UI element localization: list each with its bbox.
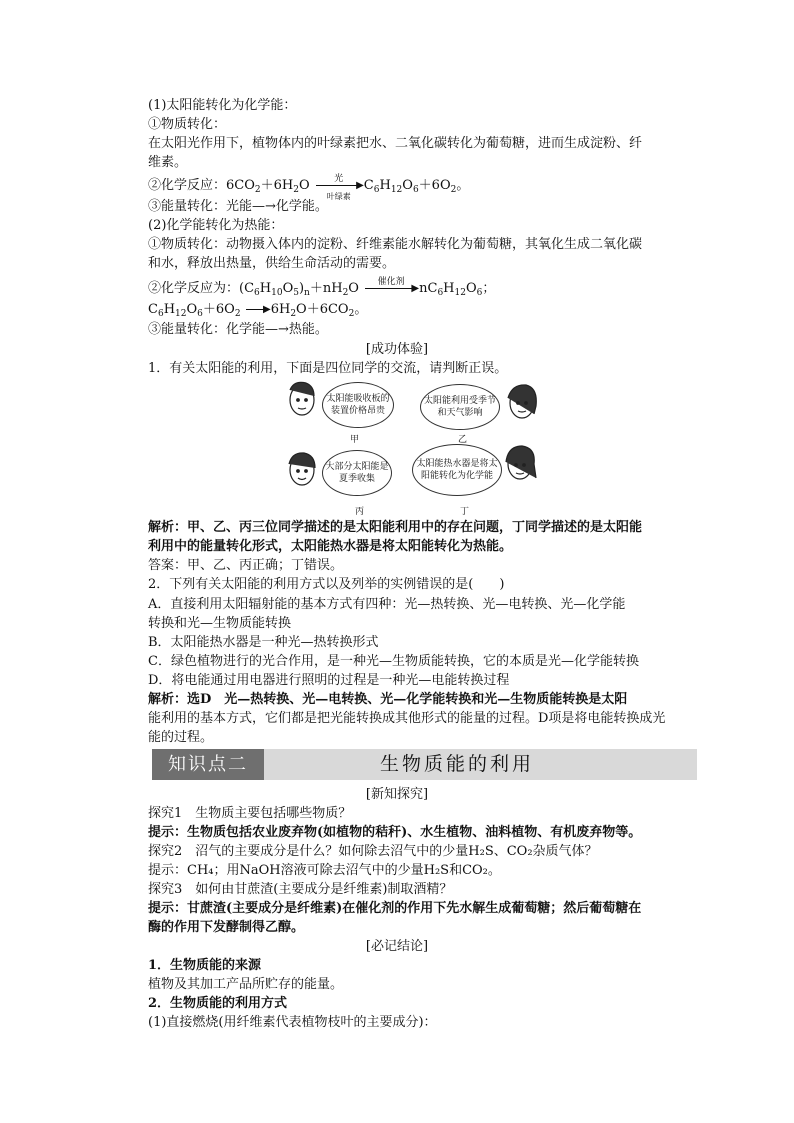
conclusion-1-title: 1．生物质能的来源 xyxy=(148,958,262,973)
text-line: ③能量转化：化学能—→热能。 xyxy=(148,322,328,337)
option-c: C．绿色植物进行的光合作用，是一种光—生物质能转换，它的本质是光—化学能转换 xyxy=(148,654,639,669)
explore-3-hint-line-1: 提示：甘蔗渣(主要成分是纤维素)在催化剂的作用下先水解生成葡萄糖；然后葡萄糖在 xyxy=(148,901,642,916)
analysis-2-line-3: 能的过程。 xyxy=(148,730,214,745)
explore-1-hint: 提示：生物质包括农业废弃物(如植物的秸秆)、水生植物、油料植物、有机废弃物等。 xyxy=(148,825,642,840)
label-yi: 乙 xyxy=(458,435,468,445)
analysis-1-line-1: 解析：甲、乙、丙三位同学描述的是太阳能利用中的存在问题，丁同学描述的是太阳能 xyxy=(148,520,643,535)
speech-bubble-bing: 大部分太阳能是夏季收集 xyxy=(322,450,392,496)
conclusion-2-title: 2．生物质能的利用方式 xyxy=(148,996,288,1011)
student-yi-face xyxy=(508,385,536,418)
option-b: B．太阳能热水器是一种光—热转换形式 xyxy=(148,635,379,650)
speech-bubble-jia: 太阳能吸收板的装置价格昂贵 xyxy=(322,382,394,428)
conclusion-1-text: 植物及其加工产品所贮存的能量。 xyxy=(148,977,344,992)
label-ding: 丁 xyxy=(460,507,470,517)
reaction-arrow: 光 ▶ 叶绿素 xyxy=(314,176,364,195)
analysis-1-line-2: 利用中的能量转化形式，太阳能热水器是将太阳能转化为热能。 xyxy=(148,539,513,554)
conclusion-2-item-1: (1)直接燃烧(用纤维素代表植物枝叶的主要成分)： xyxy=(148,1015,437,1030)
answer-1: 答案：甲、乙、丙正确；丁错误。 xyxy=(148,558,344,573)
must-remember-header: [必记结论] xyxy=(365,939,429,954)
analysis-2-line-1: 解析：选D 光—热转换、光—电转换、光—化学能转换和光—生物质能转换是太阳 xyxy=(148,692,628,707)
reaction-arrow: 催化剂 ▶ xyxy=(363,279,419,298)
analysis-2-line-2: 能利用的基本方式，它们都是把光能转换成其他形式的能量的过程。D项是将电能转换成光 xyxy=(148,711,666,726)
label-bing: 丙 xyxy=(355,507,365,517)
new-explore-header: [新知探究] xyxy=(365,787,429,802)
text-line: ①物质转化：动物摄入体内的淀粉、纤维素能水解转化为葡萄糖，其氧化生成二氧化碳 xyxy=(148,237,643,252)
text-line: (1)太阳能转化为化学能： xyxy=(148,98,297,113)
question-1: 1．有关太阳能的利用，下面是四位同学的交流，请判断正误。 xyxy=(148,361,508,376)
explore-2: 探究2 沼气的主要成分是什么？如何除去沼气中的少量H₂S、CO₂杂质气体？ xyxy=(148,844,598,859)
oxidation-equation: $C_6H_{12}O_6+6O_2$ ▶ $6H_2O+6CO_2$。 xyxy=(148,302,368,319)
text-line: ①物质转化： xyxy=(148,117,227,132)
student-bing-face xyxy=(289,453,315,485)
option-d: D．将电能通过用电器进行照明的过程是一种光—电能转换过程 xyxy=(148,673,510,688)
label-jia: 甲 xyxy=(350,435,360,445)
explore-3-hint-line-2: 酶的作用下发酵制得乙醇。 xyxy=(148,920,305,935)
students-figure xyxy=(280,378,550,518)
text-line: (2)化学能转化为热能： xyxy=(148,218,284,233)
text-line: 维素。 xyxy=(148,155,188,170)
reaction-arrow: ▶ xyxy=(245,300,271,319)
speech-bubble-ding: 太阳能热水器是将太阳能转化为化学能 xyxy=(412,444,502,496)
student-jia-face xyxy=(290,382,314,415)
explore-3: 探究3 如何由甘蔗渣(主要成分是纤维素)制取酒精？ xyxy=(148,882,453,897)
text-line: 在太阳光作用下，植物体内的叶绿素把水、二氧化碳转化为葡萄糖，进而生成淀粉、纤 xyxy=(148,136,643,151)
success-header: [成功体验] xyxy=(365,342,429,357)
question-2: 2．下列有关太阳能的利用方式以及列举的实例错误的是( ) xyxy=(148,577,505,592)
students-illustration xyxy=(280,378,550,518)
text-line: 和水，释放出热量，供给生命活动的需要。 xyxy=(148,256,396,271)
explore-1: 探究1 生物质主要包括哪些物质？ xyxy=(148,806,352,821)
student-ding-face xyxy=(506,446,536,479)
explore-2-hint: 提示：CH₄；用NaOH溶液可除去沼气中的少量H₂S和CO₂。 xyxy=(148,863,501,878)
section-title: 生物质能的利用 xyxy=(380,753,535,775)
photosynthesis-equation: ②化学反应：$6CO_2+6H_2O$ 光 ▶ 叶绿素 $C_6H_{12}O_6+6O_2$。 xyxy=(148,174,470,201)
option-a-line-2: 转换和光—生物质能转换 xyxy=(148,616,292,631)
speech-bubble-yi: 太阳能利用受季节和天气影响 xyxy=(420,384,500,430)
text-line: ③能量转化：光能—→化学能。 xyxy=(148,199,328,214)
section-tag: 知识点二 xyxy=(152,749,264,780)
hydrolysis-equation: ②化学反应为：$(C_6H_{10}O_5)_n+nH_2O$ 催化剂 ▶ $nC_6H_{12}O_6$； xyxy=(148,277,496,298)
option-a-line-1: A．直接利用太阳辐射能的基本方式有四种：光—热转换、光—电转换、光—化学能 xyxy=(148,597,626,612)
